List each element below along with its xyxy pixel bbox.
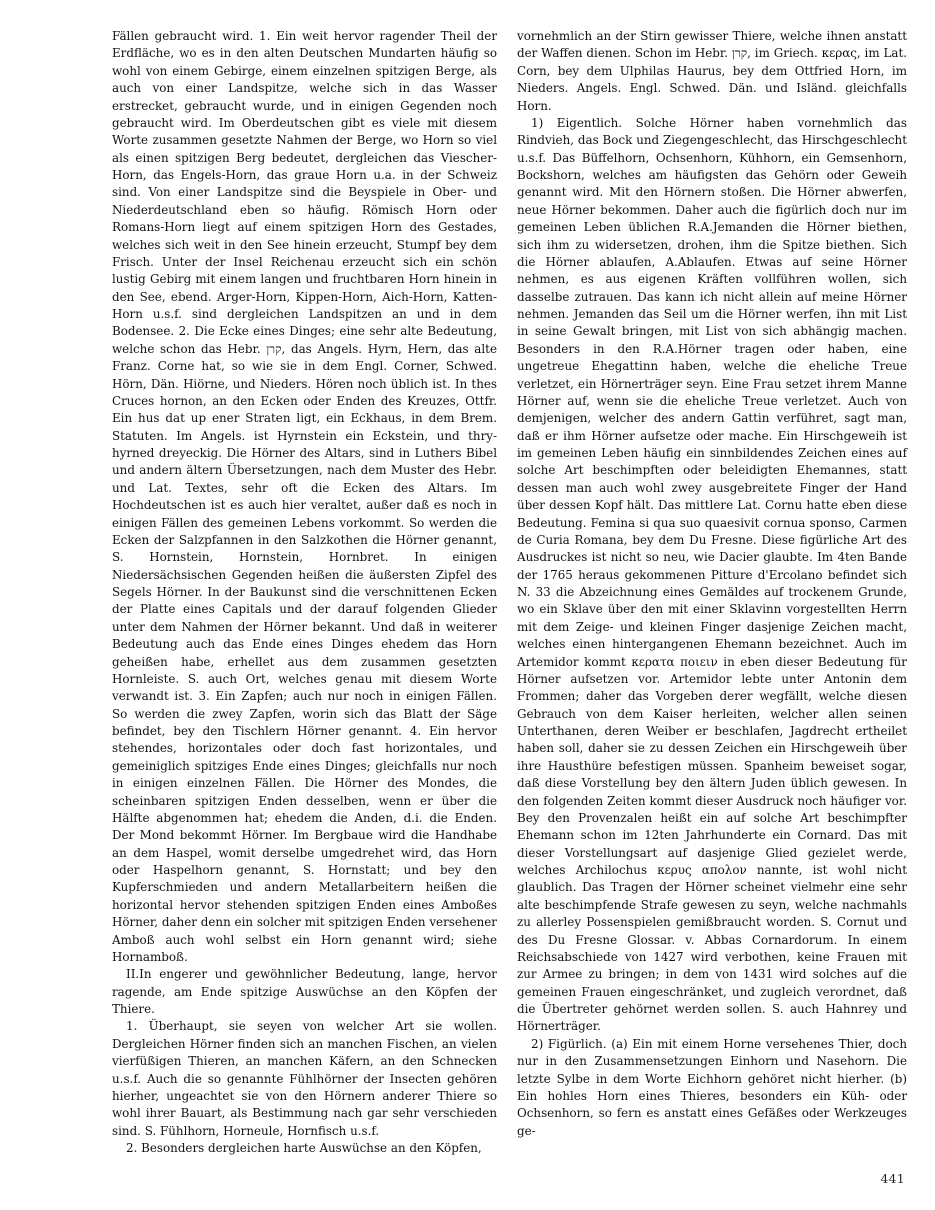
paragraph: vornehmlich an der Stirn gewisser Thiere, welche ihnen anstatt der Waffen dienen. Schon im Hebr. קרן, im Griech. κερας, im Lat. Corn, bey dem Ulphilas Haurus, bey dem Ottfried Horn, im Nieders. Angels. Engl. Schwed. Dän. und Isländ. gleichfalls Horn. [517, 29, 907, 113]
left-column [112, 28, 497, 1157]
paragraph: 1. Überhaupt, sie seyen von welcher Art sie wollen. Dergleichen Hörner finden sich an manchen Fischen, an vielen vierfüßigen Thieren, an manchen Käfern, an den Schnecken u.s.f. Auch die so genannte Fühlhörner der Insecten gehören hierher, ungeachtet sie von den Hörnern anderer Thiere so wohl ihrer Bauart, als Bestimmung nach gar sehr verschieden sind. S. Fühlhorn, Horneule, Hornfisch u.s.f. [112, 1019, 497, 1138]
paragraph: II.In engerer und gewöhnlicher Bedeutung, lange, hervor ragende, am Ende spitzige Auswüchse an den Köpfen der Thiere. [112, 967, 497, 1016]
paragraph: 2) Figürlich. (a) Ein mit einem Horne versehenes Thier, doch nur in den Zusammensetzungen Einhorn und Nasehorn. Die letzte Sylbe in dem Worte Eichhorn gehöret nicht hierher. (b) Ein hohles Horn eines Thieres, besonders ein Küh- oder Ochsenhorn, so fern es anstatt eines Gefäßes oder Werkzeuges ge- [517, 1036, 907, 1138]
right-column [517, 28, 907, 1140]
paragraph: Fällen gebraucht wird. 1. Ein weit hervor ragender Theil der Erdfläche, wo es in den alten Deutschen Mundarten häufig so wohl von einem Gebirge, einem einzelnen spitzigen Berge, als auch von einer Landspitze, welche sich in das Wasser erstrecket, gebraucht wurde, und in einigen Gegenden noch gebraucht wird. Im Oberdeutschen gibt es viele mit diesem Worte zusammen gesetzte Nahmen der Berge, wo Horn so viel als einen spitzigen Berg bedeutet, dergleichen das Viescher-Horn, das Engels-Horn, das graue Horn u.a. in der Schweiz sind. Von einer Landspitze sind die Beyspiele in Ober- und Niederdeutschland eben so häufig. Römisch Horn oder Romans-Horn liegt auf einem spitzigen Horn des Gestades, welches sich weit in den See hinein erzeucht, Stumpf bey dem Frisch. Unter der Insel Reichenau erzeucht sich ein schön lustig Gebirg mit einem langen und fruchtbaren Horn hinein in den See, ebend. Arger-Horn, Kippen-Horn, Aich-Horn, Katten-Horn u.s.f. sind dergleichen Landspitzen an und in dem Bodensee. 2. Die Ecke eines Dinges; eine sehr alte Bedeutung, welche schon das Hebr. קרן, das Angels. Hyrn, Hern, das alte Franz. Corne hat, so wie sie in dem Engl. Corner, Schwed. Hörn, Dän. Hiörne, und Nieders. Hören noch üblich ist. In thes Cruces hornon, an den Ecken oder Enden des Kreuzes, Ottfr. Ein hus dat up ener Straten ligt, ein Eckhaus, in dem Brem. Statuten. Im Angels. ist Hyrnstein ein Eckstein, und thry-hyrned dreyeckig. Die Hörner des Altars, sind in Luthers Bibel und andern ältern Übersetzungen, nach dem Muster des Hebr. und Lat. Textes, sehr oft die Ecken des Altars. Im Hochdeutschen ist es auch hier veraltet, außer daß es noch in einigen Fällen des gemeinen Lebens vorkommt. So werden die Ecken der Salzpfannen in den Salzkothen die Hörner genannt, S. Hornstein, Hornstein, Hornbret. In einigen Niedersächsischen Gegenden heißen die äußersten Zipfel des Segels Hörner. In der Baukunst sind die verschnittenen Ecken der Platte eines Capitals und der darauf folgenden Glieder unter dem Nahmen der Hörner bekannt. Und daß in weiterer Bedeutung auch das Ende eines Dinges ehedem das Horn geheißen habe, erhellet aus dem zusammen gesetzten Hornleiste. S. auch Ort, welches genau mit diesem Worte verwandt ist. 3. Ein Zapfen; auch nur noch in einigen Fällen. So werden die zwey Zapfen, worin sich das Blatt der Säge befindet, bey den Tischlern Hörner genannt. 4. Ein hervor stehendes, horizontales oder doch fast horizontales, und gemeiniglich spitziges Ende eines Dinges; gleichfalls nur noch in einigen einzelnen Fällen. Die Hörner des Mondes, die scheinbaren spitzigen Enden desselben, wenn er über die Hälfte abgenommen hat; ehedem die Anden, d.i. die Enden. Der Mond bekommt Hörner. Im Bergbaue wird die Handhabe an dem Haspel, womit derselbe umgedrehet wird, das Horn oder Haspelhorn genannt, S. Hornstatt; und bey den Kupferschmieden und andern Metallarbeitern heißen die horizontal hervor stehenden spitzigen Enden eines Amboßes Hörner, daher denn ein solcher mit spitzigen Enden versehener Amboß auch wohl selbst ein Horn genannt wird; siehe Hornamboß. [112, 29, 497, 964]
paragraph: 1) Eigentlich. Solche Hörner haben vornehmlich das Rindvieh, das Bock und Ziegengeschlecht, das Hirschgeschlecht u.s.f. Das Büffelhorn, Ochsenhorn, Kühhorn, ein Gemsenhorn, Bockshorn, welches am häufigsten das Gehörn oder Geweih genannt wird. Mit den Hörnern stoßen. Die Hörner abwerfen, neue Hörner bekommen. Daher auch die figürlich doch nur im gemeinen Leben üblichen R.A.Jemanden die Hörner biethen, sich ihm zu widersetzen, drohen, ihm die Spitze biethen. Sich die Hörner ablaufen, A.Ablaufen. Etwas auf seine Hörner nehmen, es aus eigenen Kräften vollführen wollen, sich dasselbe zutrauen. Das kann ich nicht allein auf meine Hörner nehmen. Jemanden das Seil um die Hörner werfen, ihn mit List in seine Gewalt bringen, mit List von sich abhängig machen. Besonders in den R.A.Hörner tragen oder haben, eine ungetreue Ehegattinn haben, welche die eheliche Treue verletzet, ein Hörnerträger seyn. Eine Frau setzet ihrem Manne Hörner auf, wenn sie die eheliche Treue verletzet. Auch von demjenigen, welcher des andern Gattin verführet, sagt man, daß er ihm Hörner aufsetze oder mache. Ein Hirschgeweih ist im gemeinen Leben häufig ein sinnbildendes Zeichen eines auf solche Art beschimpften oder beleidigten Ehemannes, statt dessen man auch wohl zwey ausgebreitete Finger der Hand über dessen Kopf hält. Das mittlere Lat. Cornu hatte eben diese Bedeutung. Femina si qua suo quaesivit cornua sponso, Carmen de Curia Romana, bey dem Du Fresne. Diese figürliche Art des Ausdruckes ist nicht so neu, wie Dacier glaubte. Im 4ten Bande der 1765 heraus gekommenen Pitture d'Ercolano befindet sich N. 33 die Abzeichnung eines Gemäldes auf trockenem Grunde, wo ein Sklave über den mit einer Sklavinn vorgestellten Herrn mit dem Zeige- und kleinen Finger dasjenige Zeichen macht, welches einen hintergangenen Ehemann bezeichnet. Auch im Artemidor kommt κερατα ποιειν in eben dieser Bedeutung für Hörner aufsetzen vor. Artemidor lebte unter Antonin dem Frommen; daher das Vorgeben derer wegfällt, welche diesen Gebrauch von dem Kaiser herleiten, welcher allen seinen Unterthanen, deren Weiber er beschlafen, Jagdrecht ertheilet haben soll, daher sie zu dessen Zeichen ein Hirschgeweih über ihre Hausthüre befestigen müssen. Spanheim beweiset sogar, daß diese Vorstellung bey den ältern Juden üblich gewesen. In den folgenden Zeiten kommt dieser Ausdruck noch häufiger vor. Bey den Provenzalen heißt ein auf solche Art beschimpfter Ehemann schon im 12ten Jahrhunderte ein Cornard. Das mit dieser Vorstellungsart auf dasjenige Glied gezielet werde, welches Archilochus κερυς απολον nannte, ist wohl nicht glaublich. Das Tragen der Hörner scheinet vielmehr eine sehr alte beschimpfende Strafe gewesen zu seyn, welche nachmahls zu allerley Possenspielen gemißbraucht worden. S. Cornut und des Du Fresne Glossar. v. Abbas Cornardorum. In einem Reichsabschiede von 1427 wird verbothen, keine Frauen mit zur Armee zu bringen; in dem von 1431 wird solches auf die gemeinen Frauen eingeschränket, und zugleich verordnet, daß die Übertreter gehörnet werden sollen. S. auch Hahnrey und Hörnerträger. [517, 115, 907, 1034]
paragraph: 2. Besonders dergleichen harte Auswüchse an den Köpfen, [126, 1141, 482, 1155]
page-number: 441 [880, 1172, 905, 1186]
